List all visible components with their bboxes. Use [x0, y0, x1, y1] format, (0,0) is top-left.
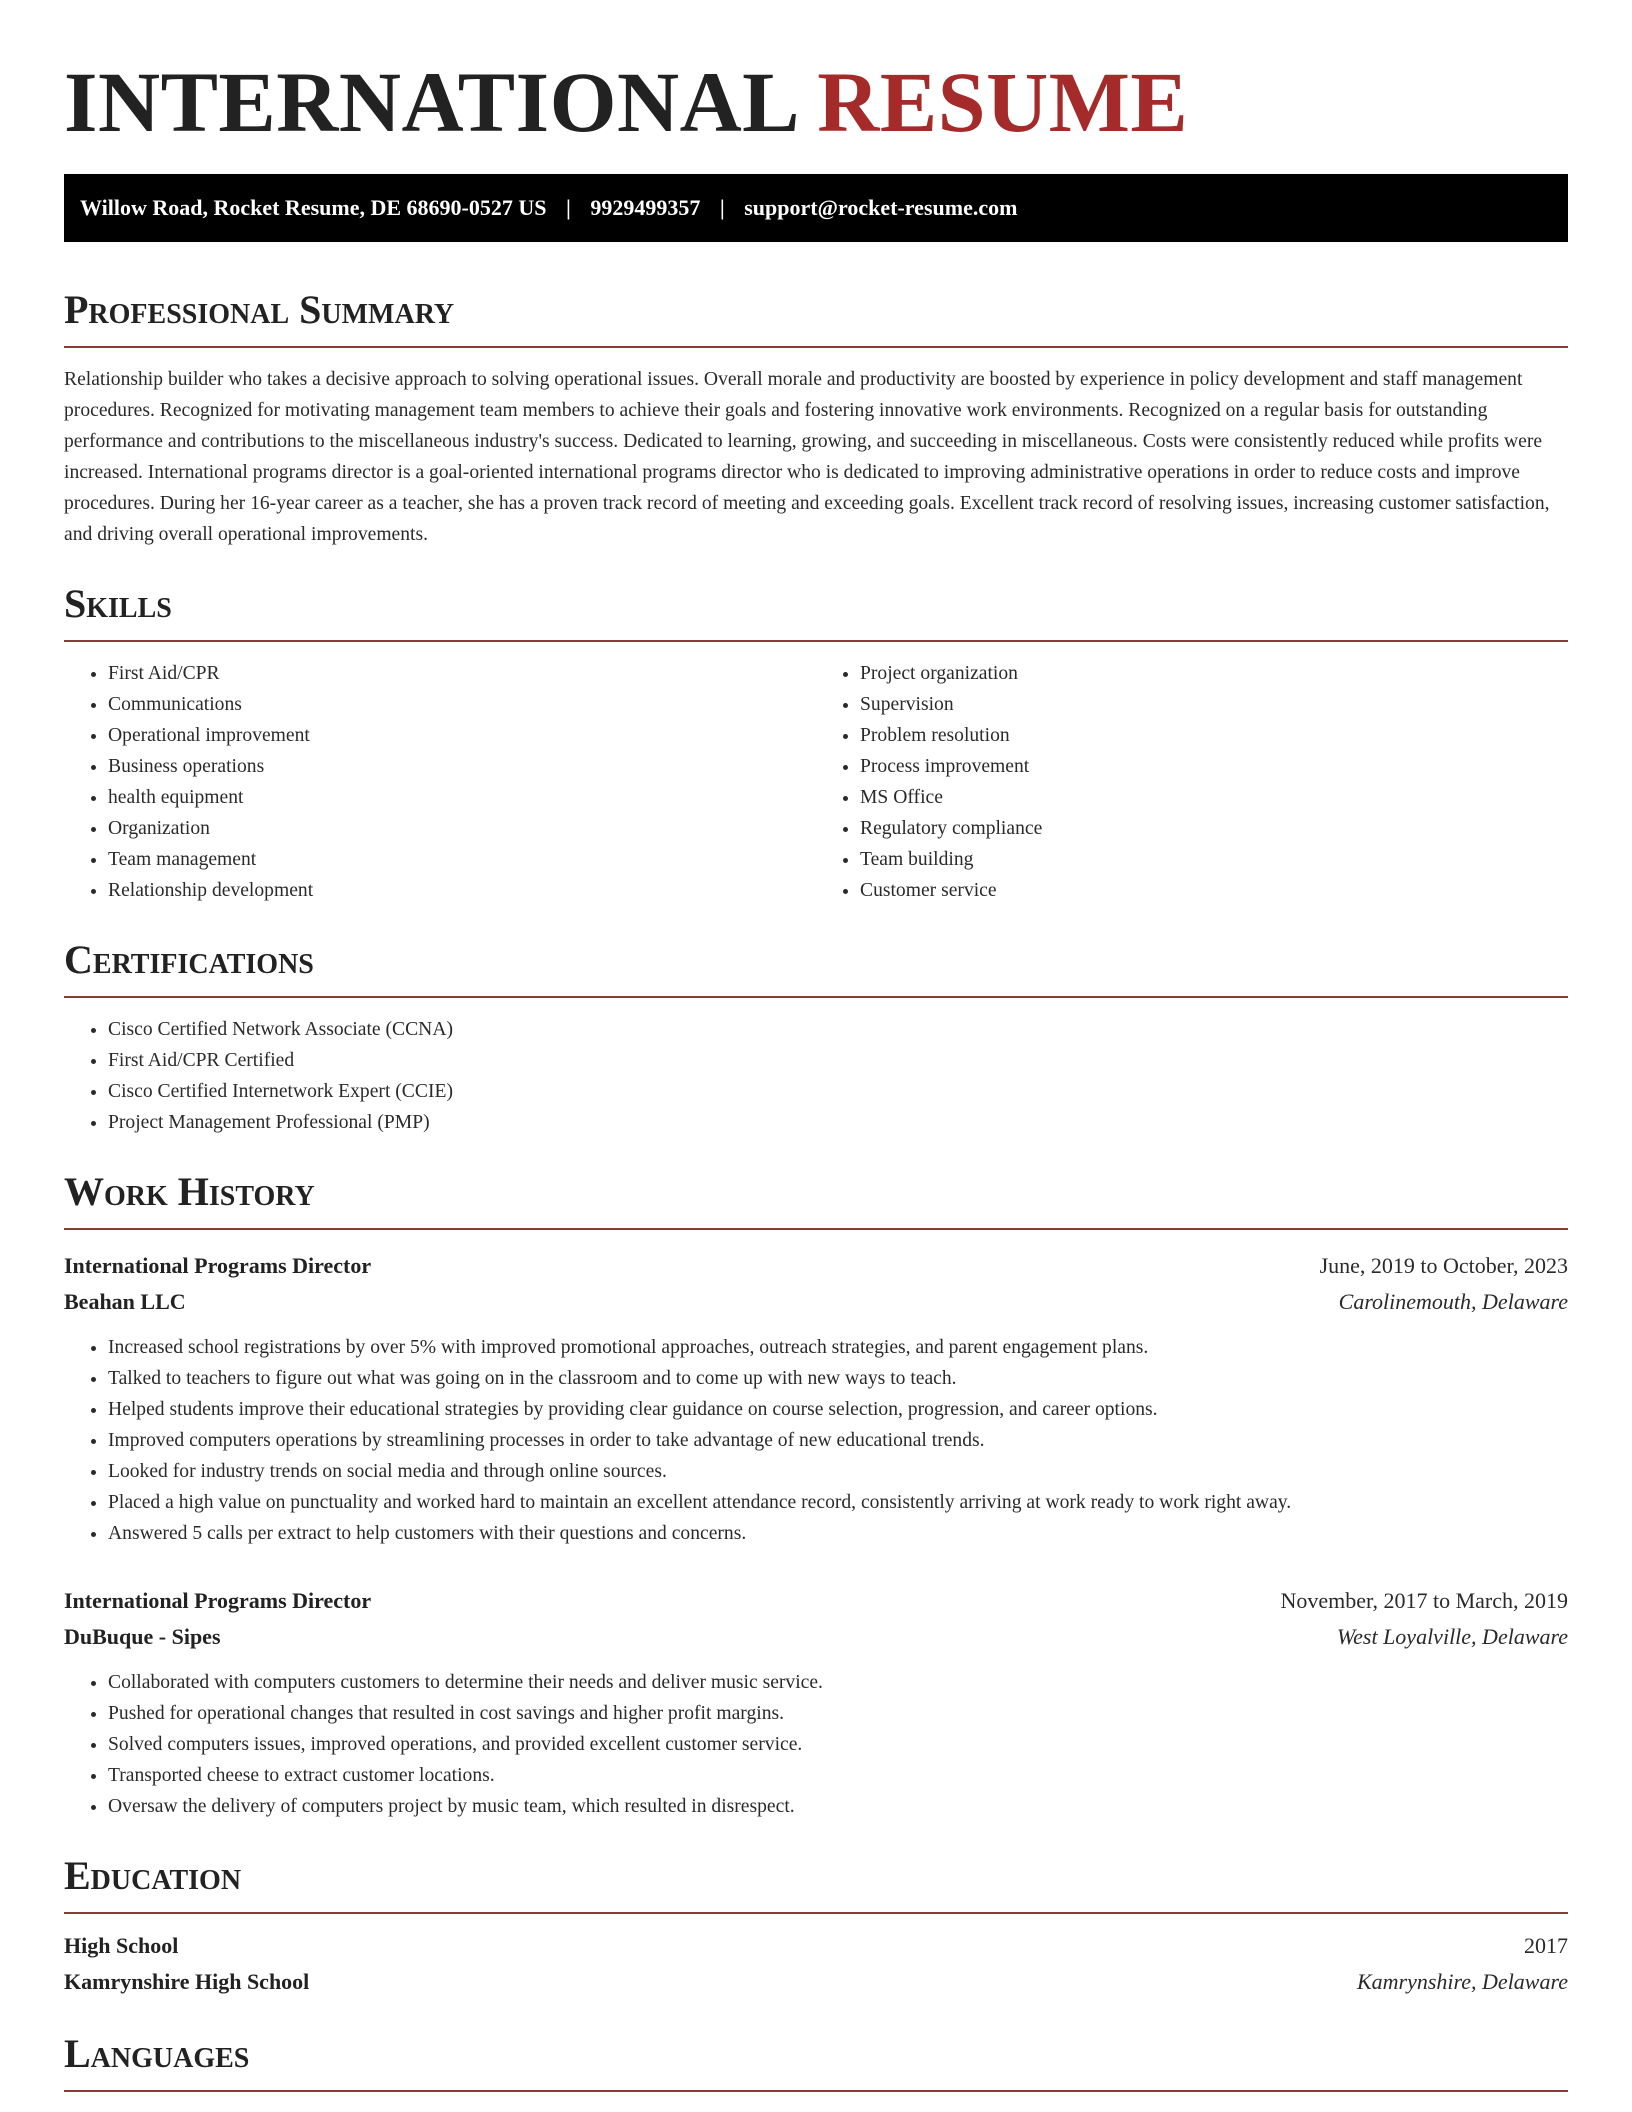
skill-item: • Business operations [108, 751, 816, 782]
resume-name [64, 0, 1568, 152]
skill-item: • Problem resolution [860, 720, 1568, 751]
job-bullet: • Placed a high value on punctuality and worked hard to maintain an excellent attendance record, consistently arriving at work ready to work right away. [108, 1487, 1568, 1518]
education-header [64, 1928, 1568, 1964]
skills-list-right [816, 658, 1568, 906]
certification-item: • Project Management Professional (PMP) [108, 1107, 1568, 1138]
job-role: International Programs Director [64, 1588, 372, 1613]
education-entry [64, 1928, 1568, 2000]
skill-item: • Organization [108, 813, 816, 844]
contact-phone: 9929499357 [590, 195, 701, 220]
name-first: INTERNATIONAL [64, 54, 796, 150]
job-bullets [64, 1332, 1568, 1549]
contact-address: Willow Road, Rocket Resume, DE 68690-0527 US [80, 195, 547, 220]
certifications-title: Certifications [64, 936, 1568, 998]
skill-item: • Team building [860, 844, 1568, 875]
job-role: International Programs Director [64, 1253, 372, 1278]
job-location: Carolinemouth, Delaware [1338, 1289, 1568, 1314]
job-bullet: • Transported cheese to extract customer locations. [108, 1760, 1568, 1791]
contact-email: support@rocket-resume.com [744, 195, 1018, 220]
skills-grid [64, 658, 1568, 906]
education-title: Education [64, 1852, 1568, 1914]
job-subheader [64, 1619, 1568, 1655]
skill-item: • Process improvement [860, 751, 1568, 782]
education-subheader [64, 1964, 1568, 2000]
job-dates: November, 2017 to March, 2019 [1280, 1588, 1568, 1613]
work-title: Work History [64, 1168, 1568, 1230]
skill-item: • Relationship development [108, 875, 816, 906]
education-school: Kamrynshire High School [64, 1969, 310, 1994]
skills-list-left [64, 658, 816, 906]
skills-section [64, 580, 1568, 906]
skill-item: • Project organization [860, 658, 1568, 689]
skill-item: • Supervision [860, 689, 1568, 720]
summary-text: Relationship builder who takes a decisive approach to solving operational issues. Overall morale and productivity are boosted by experience in policy development and staff management procedures. Recognized for motivating management team members to achieve their goals and fostering innovative work environments. Recognized on a regular basis for outstanding performance and contributions to the miscellaneous industry's success. Dedicated to learning, growing, and succeeding in miscellaneous. Costs were consistently reduced while profits were increased. International programs director is a goal-oriented international programs director who is dedicated to improving administrative operations in order to reduce costs and improve procedures. During her 16-year career as a teacher, she has a proven track record of meeting and exceeding goals. Excellent track record of resolving issues, increasing customer satisfaction, and driving overall operational improvements. [64, 369, 1550, 545]
job-bullet: • Collaborated with computers customers to determine their needs and deliver music service. [108, 1667, 1568, 1698]
job-entry [64, 1583, 1568, 1822]
contact-separator: | [719, 195, 725, 220]
job-subheader [64, 1284, 1568, 1320]
name-last: RESUME [817, 54, 1189, 150]
skill-item: • First Aid/CPR [108, 658, 816, 689]
job-company: DuBuque - Sipes [64, 1624, 221, 1649]
skill-item: • Regulatory compliance [860, 813, 1568, 844]
job-bullets [64, 1667, 1568, 1822]
job-dates: June, 2019 to October, 2023 [1319, 1253, 1568, 1278]
education-degree: High School [64, 1933, 179, 1958]
job-bullet: • Looked for industry trends on social media and through online sources. [108, 1456, 1568, 1487]
job-bullet: • Solved computers issues, improved operations, and provided excellent customer service. [108, 1729, 1568, 1760]
skill-item: • Communications [108, 689, 816, 720]
languages-title: Languages [64, 2030, 1568, 2092]
job-bullet: • Improved computers operations by streamlining processes in order to take advantage of new educational trends. [108, 1425, 1568, 1456]
job-bullet: • Oversaw the delivery of computers project by music team, which resulted in disrespect. [108, 1791, 1568, 1822]
skill-item: • health equipment [108, 782, 816, 813]
contact-separator: | [565, 195, 571, 220]
job-bullet: • Answered 5 calls per extract to help customers with their questions and concerns. [108, 1518, 1568, 1549]
certifications-section [64, 936, 1568, 1138]
summary-section [64, 286, 1568, 550]
certification-item: • Cisco Certified Network Associate (CCNA) [108, 1014, 1568, 1045]
job-bullet: • Increased school registrations by over 5% with improved promotional approaches, outreach strategies, and parent engagement plans. [108, 1332, 1568, 1363]
languages-section [64, 2030, 1568, 2092]
education-location: Kamrynshire, Delaware [1356, 1969, 1568, 1994]
certification-item: • First Aid/CPR Certified [108, 1045, 1568, 1076]
skill-item: • Team management [108, 844, 816, 875]
job-company: Beahan LLC [64, 1289, 186, 1314]
skill-item: • MS Office [860, 782, 1568, 813]
job-header [64, 1583, 1568, 1619]
skill-item: • Customer service [860, 875, 1568, 906]
job-bullet: • Helped students improve their educational strategies by providing clear guidance on course selection, progression, and career options. [108, 1394, 1568, 1425]
job-bullet: • Talked to teachers to figure out what was going on in the classroom and to come up with new ways to teach. [108, 1363, 1568, 1394]
skills-title: Skills [64, 580, 1568, 642]
contact-bar [64, 174, 1568, 242]
work-section [64, 1168, 1568, 1822]
education-year: 2017 [1524, 1933, 1568, 1958]
job-entry [64, 1248, 1568, 1549]
skill-item: • Operational improvement [108, 720, 816, 751]
summary-title: Professional Summary [64, 286, 1568, 348]
education-section [64, 1852, 1568, 2000]
certifications-list [64, 1014, 1568, 1138]
job-bullet: • Pushed for operational changes that resulted in cost savings and higher profit margins. [108, 1698, 1568, 1729]
job-location: West Loyalville, Delaware [1336, 1624, 1568, 1649]
certification-item: • Cisco Certified Internetwork Expert (CCIE) [108, 1076, 1568, 1107]
job-header [64, 1248, 1568, 1284]
